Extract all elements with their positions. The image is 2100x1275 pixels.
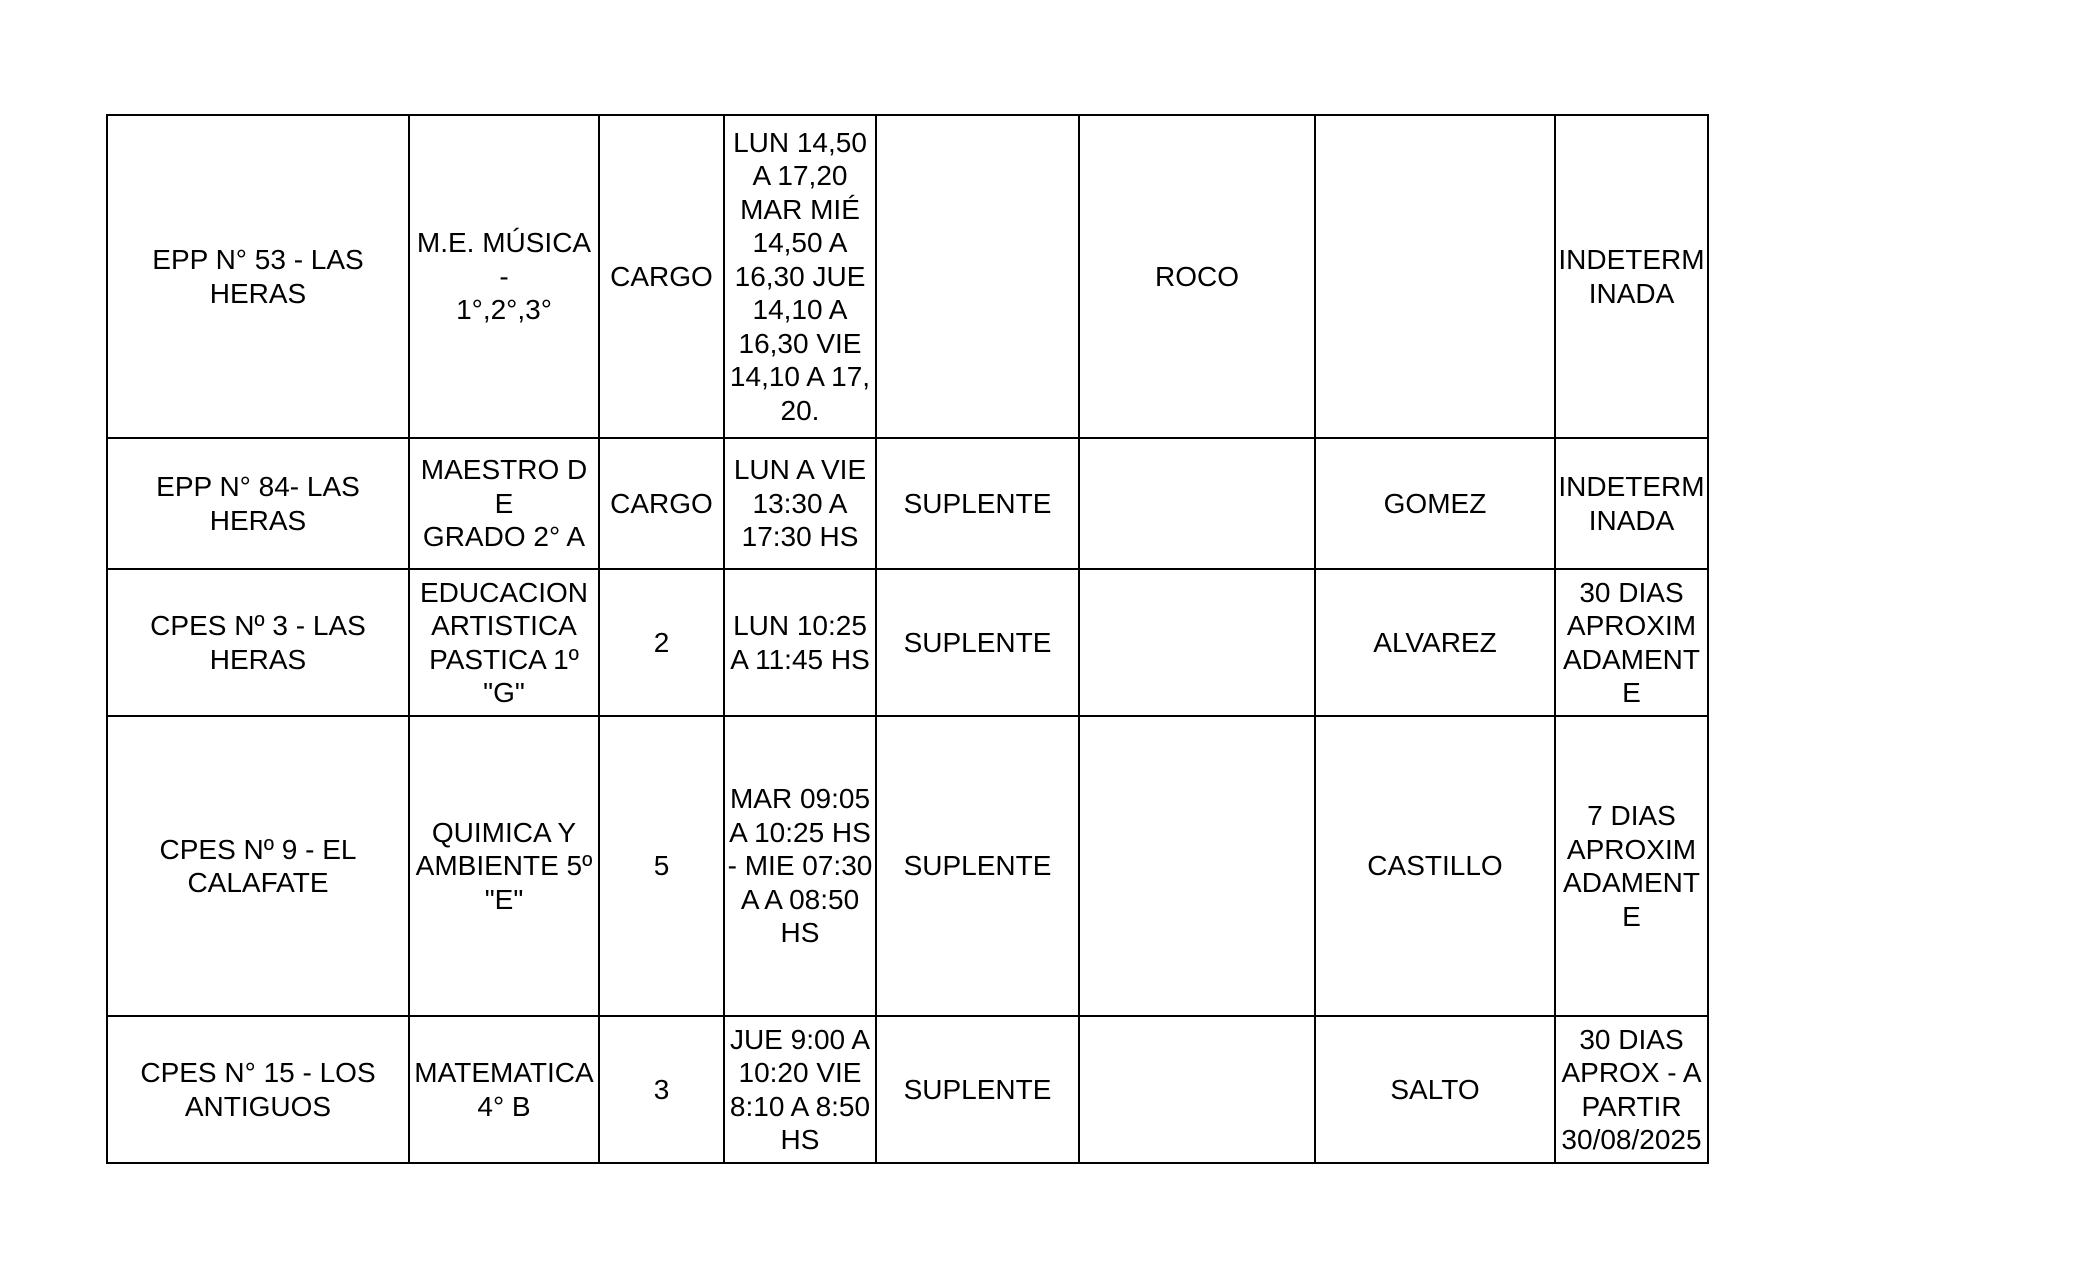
school-cell: CPES Nº 9 - EL CALAFATE xyxy=(107,716,409,1016)
hours-cell: CARGO xyxy=(599,115,724,438)
duration-cell: INDETERM INADA xyxy=(1555,115,1708,438)
table-row xyxy=(107,1016,1708,1163)
replacement-cell: ALVAREZ xyxy=(1315,569,1555,716)
hours-cell: 2 xyxy=(599,569,724,716)
schedule-cell: MAR 09:05 A 10:25 HS - MIE 07:30 A A 08:50 HS xyxy=(724,716,876,1016)
school-cell: EPP N° 84- LAS HERAS xyxy=(107,438,409,569)
table-row xyxy=(107,569,1708,716)
school-cell: CPES N° 15 - LOS ANTIGUOS xyxy=(107,1016,409,1163)
replacement-cell: SALTO xyxy=(1315,1016,1555,1163)
status-cell: SUPLENTE xyxy=(876,438,1079,569)
hours-cell: 5 xyxy=(599,716,724,1016)
replacement-cell: GOMEZ xyxy=(1315,438,1555,569)
subject-cell: MAESTRO DE GRADO 2° A xyxy=(409,438,599,569)
holder-cell xyxy=(1079,1016,1315,1163)
schedule-cell: LUN A VIE 13:30 A 17:30 HS xyxy=(724,438,876,569)
table-row xyxy=(107,438,1708,569)
status-cell: SUPLENTE xyxy=(876,1016,1079,1163)
school-cell: CPES Nº 3 - LAS HERAS xyxy=(107,569,409,716)
subject-cell: QUIMICA Y AMBIENTE 5º "E" xyxy=(409,716,599,1016)
table-row xyxy=(107,115,1708,438)
subject-cell: MATEMATICA 4° B xyxy=(409,1016,599,1163)
holder-cell xyxy=(1079,716,1315,1016)
school-cell: EPP N° 53 - LAS HERAS xyxy=(107,115,409,438)
subject-cell: EDUCACION ARTISTICA PASTICA 1º "G" xyxy=(409,569,599,716)
schedule-cell: JUE 9:00 A 10:20 VIE 8:10 A 8:50 HS xyxy=(724,1016,876,1163)
hours-cell: CARGO xyxy=(599,438,724,569)
schedule-cell: LUN 10:25 A 11:45 HS xyxy=(724,569,876,716)
holder-cell xyxy=(1079,569,1315,716)
table-row xyxy=(107,716,1708,1016)
duration-cell: INDETERM INADA xyxy=(1555,438,1708,569)
vacancy-table xyxy=(106,114,1709,1164)
status-cell: SUPLENTE xyxy=(876,569,1079,716)
schedule-cell: LUN 14,50 A 17,20 MAR MIÉ 14,50 A 16,30 JUE 14,10 A 16,30 VIE 14,10 A 17, 20. xyxy=(724,115,876,438)
status-cell: SUPLENTE xyxy=(876,716,1079,1016)
hours-cell: 3 xyxy=(599,1016,724,1163)
status-cell xyxy=(876,115,1079,438)
replacement-cell xyxy=(1315,115,1555,438)
holder-cell xyxy=(1079,438,1315,569)
duration-cell: 30 DIAS APROX - A PARTIR 30/08/2025 xyxy=(1555,1016,1708,1163)
replacement-cell: CASTILLO xyxy=(1315,716,1555,1016)
duration-cell: 30 DIAS APROXIM ADAMENT E xyxy=(1555,569,1708,716)
holder-cell: ROCO xyxy=(1079,115,1315,438)
duration-cell: 7 DIAS APROXIM ADAMENT E xyxy=(1555,716,1708,1016)
subject-cell: M.E. MÚSICA - 1°,2°,3° xyxy=(409,115,599,438)
